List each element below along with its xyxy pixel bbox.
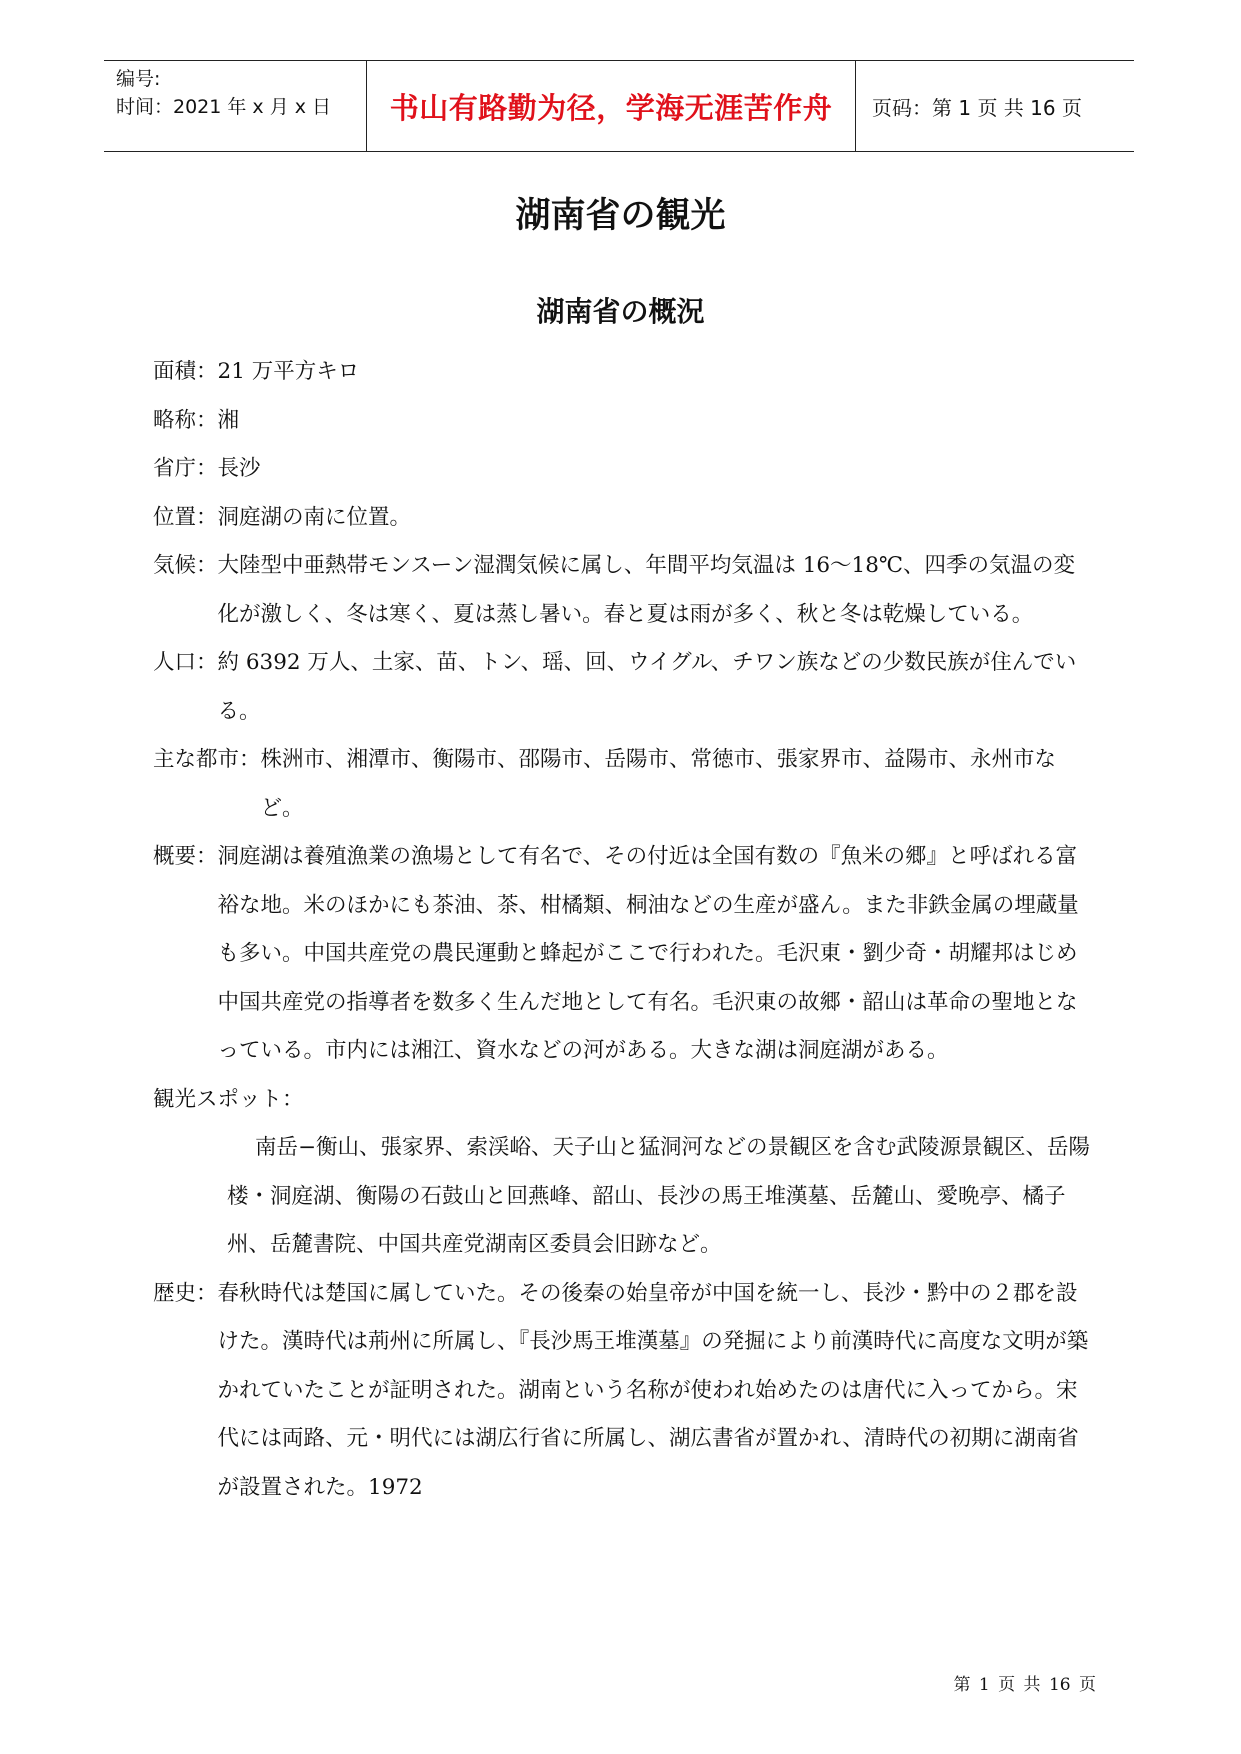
entry-label: 略称： xyxy=(153,407,218,433)
entry-cities xyxy=(153,736,1093,833)
header-page-info: 页码：第 1 页 共 16 页 xyxy=(872,95,1082,120)
entry-abbreviation xyxy=(153,397,1093,446)
entry-climate xyxy=(153,542,1093,639)
entry-overview xyxy=(153,833,1093,1076)
spots-text: 南岳−衡山、張家界、索渓峪、天子山と猛洞河などの景観区を含む武陵源景観区、岳陽楼・洞庭湖、衡陽の石鼓山と回燕峰、韶山、長沙の馬王堆漢墓、岳麓山、愛晩亭、橘子州、岳麓書院、中国共産党湖南区委員会旧跡など。 xyxy=(227,1135,1091,1257)
entry-label: 省庁： xyxy=(153,456,218,481)
spots-label: 観光スポット： xyxy=(153,1086,304,1112)
section-title: 湖南省の概況 xyxy=(536,295,705,328)
document-body xyxy=(153,348,1093,1512)
entry-text: 約 6392 万人、土家、苗、トン、瑶、回、ウイグル、チワン族などの少数民族が住んでいる。 xyxy=(217,650,1077,724)
header-meta xyxy=(104,61,366,151)
entry-history xyxy=(153,1270,1093,1513)
entry-text: 長沙 xyxy=(217,456,261,481)
page-header xyxy=(104,60,1134,152)
time-label: 时间：2021 年 x 月 x 日 xyxy=(116,96,332,118)
entry-text: 洞庭湖は養殖漁業の漁場として有名で、その付近は全国有数の『魚米の郷』と呼ばれる富裕な地。米のほかにも茶油、茶、柑橘類、桐油などの生産が盛ん。また非鉄金属の埋蔵量も多い。中国共産党の農民運動と蜂起がここで行われた。毛沢東・劉少奇・胡耀邦はじめ中国共産党の指導者を数多く生んだ地として有名。毛沢東の故郷・韶山は革命の聖地となっている。市内には湘江、資水などの河がある。大きな湖は洞庭湖がある。 xyxy=(217,844,1079,1063)
entry-text: 洞庭湖の南に位置。 xyxy=(217,504,412,530)
page-footer: 第 1 页 共 16 页 xyxy=(953,1675,1096,1695)
entry-population xyxy=(153,639,1093,736)
entry-location xyxy=(153,494,1093,543)
entry-text: 湘 xyxy=(217,407,240,433)
entry-label: 気候： xyxy=(153,553,218,578)
entry-text: 株洲市、湘潭市、衡陽市、邵陽市、岳陽市、常徳市、張家界市、益陽市、永州市など。 xyxy=(260,747,1057,821)
document-title: 湖南省の観光 xyxy=(515,196,726,236)
entry-label: 概要： xyxy=(153,844,218,869)
entry-text: 春秋時代は楚国に属していた。その後秦の始皇帝が中国を統一し、長沙・黔中の２郡を設けた。漢時代は荊州に所属し、『長沙馬王堆漢墓』の発掘により前漢時代に高度な文明が築かれていたことが証明された。湖南という名称が使われ始めたのは唐代に入ってから。宋代には両路、元・明代には湖広行省に所属し、湖広書省が置かれ、清時代の初期に湖南省が設置された。1972 xyxy=(217,1280,1089,1500)
entry-label: 主な都市： xyxy=(153,747,261,772)
number-label: 编号: xyxy=(116,68,161,90)
entry-label: 人口： xyxy=(153,650,218,675)
entry-capital xyxy=(153,445,1093,494)
entry-label: 位置： xyxy=(153,504,218,530)
entry-label: 歴史： xyxy=(153,1280,218,1306)
entry-label: 面積： xyxy=(153,359,218,384)
entry-area xyxy=(153,348,1093,397)
header-motto: 书山有路勤为径，学海无涯苦作舟 xyxy=(366,61,856,151)
entry-text: 大陸型中亜熱帯モンスーン湿潤気候に属し、年間平均気温は 16～18℃、四季の気温の変化が激しく、冬は寒く、夏は蒸し暑い。春と夏は雨が多く、秋と冬は乾燥している。 xyxy=(217,553,1075,627)
entry-text: 21 万平方キロ xyxy=(217,359,360,384)
